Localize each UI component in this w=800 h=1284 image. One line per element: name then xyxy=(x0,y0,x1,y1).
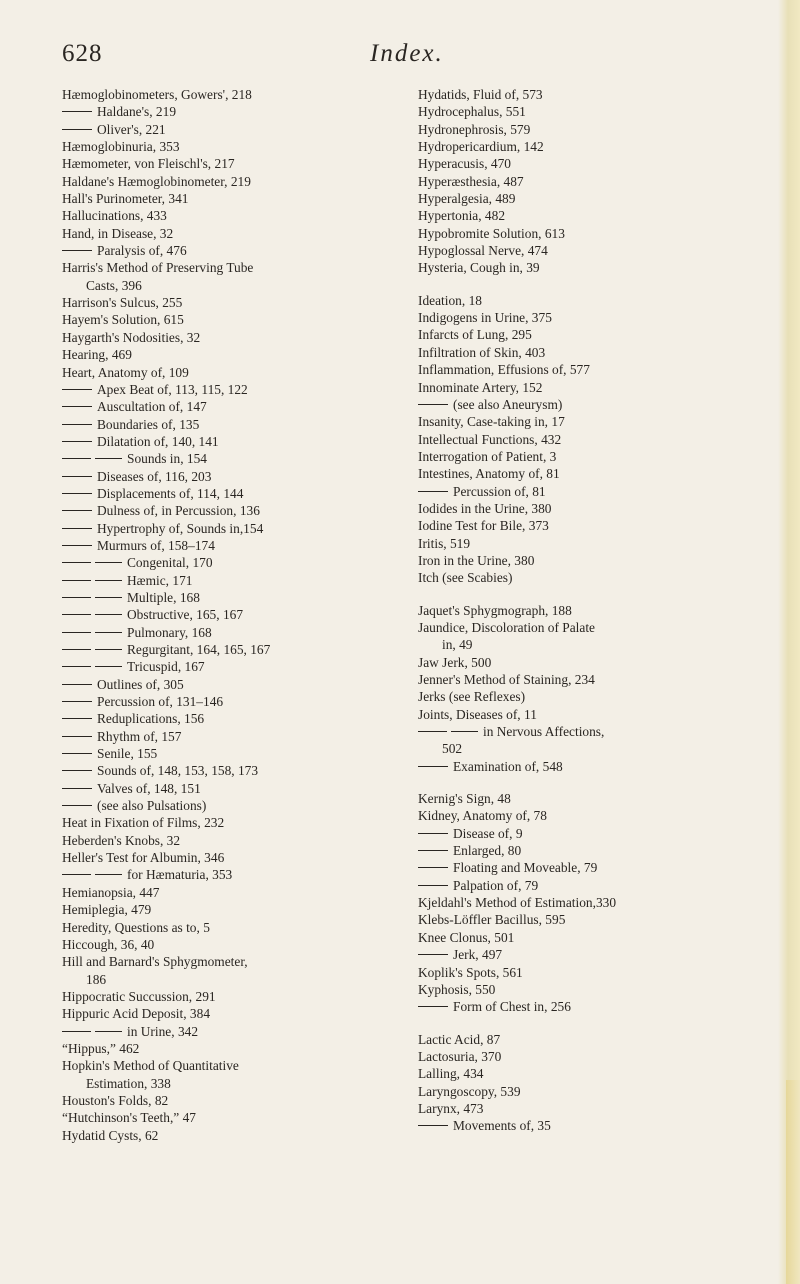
index-entry xyxy=(62,658,397,675)
index-entry xyxy=(418,361,768,378)
index-entry-text: Larynx, 473 xyxy=(418,1100,484,1116)
index-entry-text: Obstructive, 165, 167 xyxy=(127,607,244,623)
index-entry-text: Itch (see Scabies) xyxy=(418,570,513,586)
index-entry-text: Disease of, 9 xyxy=(453,825,523,841)
index-entry xyxy=(62,138,397,155)
index-entry xyxy=(62,364,397,381)
index-entry xyxy=(418,535,768,552)
index-entry xyxy=(418,465,768,482)
index-entry xyxy=(418,981,768,998)
index-entry-text: Heredity, Questions as to, 5 xyxy=(62,919,210,935)
index-entry xyxy=(62,173,397,190)
index-entry-text: Paralysis of, 476 xyxy=(97,243,187,259)
index-entry xyxy=(418,431,768,448)
index-entry-text: Hypoglossal Nerve, 474 xyxy=(418,243,548,259)
index-entry xyxy=(418,1117,768,1134)
index-entry-text: Examination of, 548 xyxy=(453,758,563,774)
index-entry xyxy=(62,1092,397,1109)
index-entry xyxy=(418,807,768,824)
index-entry-text: Estimation, 338 xyxy=(86,1075,171,1091)
index-entry-text: Hæmoglobinuria, 353 xyxy=(62,139,180,155)
index-entry-text: Jaquet's Sphygmograph, 188 xyxy=(418,602,572,618)
index-entry-text: “Hutchinson's Teeth,” 47 xyxy=(62,1110,196,1126)
index-entry-text: 502 xyxy=(442,741,463,757)
index-entry xyxy=(62,207,397,224)
index-entry xyxy=(62,311,397,328)
index-entry xyxy=(418,138,768,155)
index-entry xyxy=(418,619,768,636)
index-entry-text: Sounds in, 154 xyxy=(127,451,207,467)
index-entry xyxy=(418,911,768,928)
index-entry-text: Hæmoglobinometers, Gowers', 218 xyxy=(62,87,252,102)
index-entry xyxy=(62,624,397,641)
index-entry-text: Hydatids, Fluid of, 573 xyxy=(418,87,543,102)
index-entry-text: “Hippus,” 462 xyxy=(62,1040,140,1056)
index-entry xyxy=(418,842,768,859)
index-entry xyxy=(418,998,768,1015)
index-entry-text: Hearing, 469 xyxy=(62,347,132,363)
index-entry-text: Heller's Test for Albumin, 346 xyxy=(62,850,225,866)
index-entry xyxy=(62,641,397,658)
index-entry-text: Floating and Moveable, 79 xyxy=(453,860,598,876)
index-entry-text: Diseases of, 116, 203 xyxy=(97,468,212,484)
index-entry xyxy=(62,988,397,1005)
index-entry xyxy=(418,1065,768,1082)
index-entry-text: Jenner's Method of Staining, 234 xyxy=(418,672,595,687)
index-entry-text: Heat in Fixation of Films, 232 xyxy=(62,815,225,831)
index-entry-text: Intellectual Functions, 432 xyxy=(418,431,562,447)
index-entry-text: Haygarth's Nodosities, 32 xyxy=(62,329,201,345)
index-entry-text: Multiple, 168 xyxy=(127,589,200,605)
index-entry-text: Lactic Acid, 87 xyxy=(418,1031,501,1047)
index-entry-text: Inflammation, Effusions of, 577 xyxy=(418,362,590,378)
index-entry-text: Klebs-Löffler Bacillus, 595 xyxy=(418,912,566,928)
index-entry xyxy=(62,502,397,519)
index-entry xyxy=(418,86,768,103)
index-entry xyxy=(62,225,397,242)
index-entry-text: Jerks (see Reflexes) xyxy=(418,689,526,705)
index-entry xyxy=(62,1109,397,1126)
index-entry xyxy=(62,1057,397,1074)
index-entry-text: Jerk, 497 xyxy=(453,947,503,963)
index-entry xyxy=(62,953,397,970)
index-entry-text: Hill and Barnard's Sphygmometer, xyxy=(62,954,248,970)
index-entry xyxy=(418,758,768,775)
index-entry-text: Hyperalgesia, 489 xyxy=(418,191,516,207)
index-entry xyxy=(62,450,397,467)
index-entry-text: Lalling, 434 xyxy=(418,1066,484,1082)
index-entry-text: Hallucinations, 433 xyxy=(62,208,167,224)
index-entry xyxy=(418,344,768,361)
index-entry-text: Kjeldahl's Method of Estimation,330 xyxy=(418,895,617,911)
index-entry xyxy=(62,849,397,866)
index-entry xyxy=(62,346,397,363)
index-entry-text: Heart, Anatomy of, 109 xyxy=(62,364,189,380)
index-entry-text: Kernig's Sign, 48 xyxy=(418,791,511,807)
index-entry-text: Joints, Diseases of, 11 xyxy=(418,706,537,722)
index-entry xyxy=(62,780,397,797)
index-entry xyxy=(62,520,397,537)
index-entry-text: Iodides in the Urine, 380 xyxy=(418,500,552,516)
index-entry xyxy=(418,379,768,396)
index-entry-text: Hysteria, Cough in, 39 xyxy=(418,260,540,276)
index-entry-text: Auscultation of, 147 xyxy=(97,399,207,415)
index-entry xyxy=(418,326,768,343)
index-entry-text: Senile, 155 xyxy=(97,746,158,762)
thumb-tab-mark xyxy=(786,1080,800,1284)
index-entry xyxy=(418,1031,768,1048)
index-entry-text: in Nervous Affections, xyxy=(483,724,605,740)
index-entry xyxy=(62,398,397,415)
index-entry-text: Hydrocephalus, 551 xyxy=(418,104,526,120)
index-entry-text: Congenital, 170 xyxy=(127,555,213,571)
index-entry-text: (see also Pulsations) xyxy=(97,798,207,814)
index-entry-text: Haldane's, 219 xyxy=(97,104,177,120)
index-entry xyxy=(418,207,768,224)
index-entry xyxy=(418,946,768,963)
index-entry-text: Knee Clonus, 501 xyxy=(418,929,515,945)
index-entry-text: Tricuspid, 167 xyxy=(127,659,205,675)
index-entry-text: Harris's Method of Preserving Tube xyxy=(62,260,254,276)
index-entry-text: Harrison's Sulcus, 255 xyxy=(62,295,183,311)
index-entry-text: Form of Chest in, 256 xyxy=(453,999,571,1015)
index-entry-text: Interrogation of Patient, 3 xyxy=(418,448,557,464)
index-entry xyxy=(62,866,397,883)
index-entry-text: in Urine, 342 xyxy=(127,1023,199,1039)
index-entry-text: Hemiplegia, 479 xyxy=(62,902,152,918)
index-entry xyxy=(62,589,397,606)
index-entry-text: Iron in the Urine, 380 xyxy=(418,552,535,568)
index-entry-text: for Hæmaturia, 353 xyxy=(127,867,233,883)
index-entry-text: Displacements of, 114, 144 xyxy=(97,485,244,501)
index-entry-text: Ideation, 18 xyxy=(418,292,482,308)
index-entry xyxy=(418,964,768,981)
index-entry xyxy=(418,309,768,326)
index-entry xyxy=(418,602,768,619)
index-entry-text: Palpation of, 79 xyxy=(453,877,539,893)
index-entry-text: Regurgitant, 164, 165, 167 xyxy=(127,642,271,657)
index-entry-text: Movements of, 35 xyxy=(453,1118,551,1134)
index-entry xyxy=(418,259,768,276)
index-entry xyxy=(418,1048,768,1065)
index-entry-text: Reduplications, 156 xyxy=(97,711,205,727)
index-entry-text: Innominate Artery, 152 xyxy=(418,379,543,395)
index-entry xyxy=(62,1127,397,1144)
index-entry-text: Hippuric Acid Deposit, 384 xyxy=(62,1006,211,1022)
index-entry-text: Indigogens in Urine, 375 xyxy=(418,310,552,326)
index-entry xyxy=(62,971,397,988)
index-entry xyxy=(418,894,768,911)
index-entry xyxy=(418,517,768,534)
index-entry xyxy=(62,572,397,589)
page-number: 628 xyxy=(62,40,103,67)
index-entry xyxy=(418,1083,768,1100)
index-entry xyxy=(62,1040,397,1057)
index-entry xyxy=(418,671,768,688)
index-entry xyxy=(62,832,397,849)
index-entry-text: Koplik's Spots, 561 xyxy=(418,964,523,980)
index-entry-text: Hydatid Cysts, 62 xyxy=(62,1127,159,1143)
index-entry-text: Hydronephrosis, 579 xyxy=(418,121,531,137)
index-entry xyxy=(62,936,397,953)
index-entry xyxy=(418,173,768,190)
index-entry xyxy=(418,190,768,207)
index-entry-text: in, 49 xyxy=(442,637,473,653)
index-entry xyxy=(62,1023,397,1040)
index-entry xyxy=(62,901,397,918)
index-entry-text: Iritis, 519 xyxy=(418,535,471,551)
index-entry-text: Pulmonary, 168 xyxy=(127,624,212,640)
index-entry xyxy=(62,728,397,745)
index-entry xyxy=(418,552,768,569)
index-entry xyxy=(62,155,397,172)
index-entry xyxy=(418,500,768,517)
index-entry-text: Outlines of, 305 xyxy=(97,676,184,692)
index-entry xyxy=(62,416,397,433)
index-entry-text: Haldane's Hæmoglobinometer, 219 xyxy=(62,173,251,189)
index-entry-text: Kidney, Anatomy of, 78 xyxy=(418,808,547,824)
index-entry-text: Jaundice, Discoloration of Palate xyxy=(418,619,596,635)
index-entry-text: Dilatation of, 140, 141 xyxy=(97,433,219,449)
index-entry-text: Hæmometer, von Fleischl's, 217 xyxy=(62,156,235,172)
index-entry xyxy=(418,790,768,807)
index-entry xyxy=(418,569,768,586)
index-entry-text: Hyperacusis, 470 xyxy=(418,156,511,172)
index-entry xyxy=(62,884,397,901)
index-entry-text: 186 xyxy=(86,971,107,987)
index-entry xyxy=(418,688,768,705)
index-entry xyxy=(62,121,397,138)
index-entry-text: Percussion of, 131–146 xyxy=(97,694,224,710)
index-entry-text: Kyphosis, 550 xyxy=(418,981,496,997)
index-entry xyxy=(62,814,397,831)
index-entry xyxy=(418,483,768,500)
index-entry xyxy=(62,554,397,571)
index-entry-text: (see also Aneurysm) xyxy=(453,396,563,412)
index-entry xyxy=(62,710,397,727)
index-entry-text: Hemianopsia, 447 xyxy=(62,884,160,900)
index-entry-text: Dulness of, in Percussion, 136 xyxy=(97,503,260,519)
index-entry xyxy=(418,413,768,430)
index-entry-text: Hippocratic Succussion, 291 xyxy=(62,988,216,1004)
index-entry-text: Boundaries of, 135 xyxy=(97,416,200,432)
index-entry-text: Hall's Purinometer, 341 xyxy=(62,191,189,207)
index-entry xyxy=(62,693,397,710)
index-entry-text: Hypertonia, 482 xyxy=(418,208,506,224)
index-entry xyxy=(418,242,768,259)
index-entry xyxy=(418,225,768,242)
index-entry xyxy=(62,485,397,502)
index-entry-text: Oliver's, 221 xyxy=(97,121,166,137)
index-entry xyxy=(62,676,397,693)
index-entry xyxy=(62,919,397,936)
index-entry xyxy=(418,740,768,757)
index-entry xyxy=(418,929,768,946)
index-entry-text: Percussion of, 81 xyxy=(453,483,546,499)
index-entry-text: Sounds of, 148, 153, 158, 173 xyxy=(97,763,259,779)
index-entry xyxy=(62,294,397,311)
index-entry xyxy=(418,636,768,653)
index-entry-text: Hand, in Disease, 32 xyxy=(62,225,174,241)
index-entry xyxy=(418,448,768,465)
index-entry-text: Insanity, Case-taking in, 17 xyxy=(418,414,565,430)
index-entry xyxy=(418,706,768,723)
index-entry-text: Rhythm of, 157 xyxy=(97,728,182,744)
index-entry xyxy=(418,825,768,842)
index-entry xyxy=(62,1005,397,1022)
index-entry xyxy=(418,1100,768,1117)
index-entry-text: Hæmic, 171 xyxy=(127,572,193,588)
index-entry-text: Hypertrophy of, Sounds in,154 xyxy=(97,520,264,536)
index-entry xyxy=(418,121,768,138)
index-entry xyxy=(418,723,768,740)
index-entry-text: Hypobromite Solution, 613 xyxy=(418,225,565,241)
index-entry xyxy=(62,468,397,485)
index-entry-text: Apex Beat of, 113, 115, 122 xyxy=(97,381,248,397)
index-entry xyxy=(418,103,768,120)
index-entry xyxy=(62,606,397,623)
index-entry xyxy=(418,396,768,413)
index-entry xyxy=(62,762,397,779)
index-entry xyxy=(418,292,768,309)
index-entry-text: Enlarged, 80 xyxy=(453,843,522,859)
index-entry-text: Hayem's Solution, 615 xyxy=(62,312,184,328)
index-column-right xyxy=(418,86,768,1135)
index-entry-text: Iodine Test for Bile, 373 xyxy=(418,518,549,534)
index-entry xyxy=(62,259,397,276)
index-entry xyxy=(62,797,397,814)
index-entry xyxy=(62,190,397,207)
index-entry xyxy=(418,877,768,894)
index-entry xyxy=(418,859,768,876)
index-entry xyxy=(62,1075,397,1092)
index-entry xyxy=(62,433,397,450)
index-entry-text: Hydropericardium, 142 xyxy=(418,139,544,155)
index-column-left xyxy=(62,86,397,1144)
running-head: Index. xyxy=(370,40,444,67)
index-entry xyxy=(62,381,397,398)
index-entry-text: Valves of, 148, 151 xyxy=(97,780,201,796)
index-entry-text: Jaw Jerk, 500 xyxy=(418,654,492,670)
index-entry-text: Hopkin's Method of Quantitative xyxy=(62,1058,239,1074)
index-entry xyxy=(62,745,397,762)
index-entry-text: Laryngoscopy, 539 xyxy=(418,1083,521,1099)
index-entry xyxy=(62,242,397,259)
index-entry-text: Intestines, Anatomy of, 81 xyxy=(418,466,560,482)
index-entry-text: Heberden's Knobs, 32 xyxy=(62,832,181,848)
index-entry-text: Casts, 396 xyxy=(86,277,142,293)
index-entry xyxy=(62,537,397,554)
index-entry xyxy=(418,155,768,172)
index-entry-text: Infiltration of Skin, 403 xyxy=(418,344,546,360)
index-entry-text: Hiccough, 36, 40 xyxy=(62,936,155,952)
index-entry xyxy=(62,86,397,103)
index-entry-text: Murmurs of, 158–174 xyxy=(97,537,215,553)
index-entry-text: Infarcts of Lung, 295 xyxy=(418,327,532,343)
index-entry xyxy=(62,329,397,346)
index-entry xyxy=(418,654,768,671)
index-entry xyxy=(62,277,397,294)
index-entry-text: Hyperæsthesia, 487 xyxy=(418,173,524,189)
index-entry-text: Houston's Folds, 82 xyxy=(62,1092,169,1108)
index-entry-text: Lactosuria, 370 xyxy=(418,1048,502,1064)
index-entry xyxy=(62,103,397,120)
